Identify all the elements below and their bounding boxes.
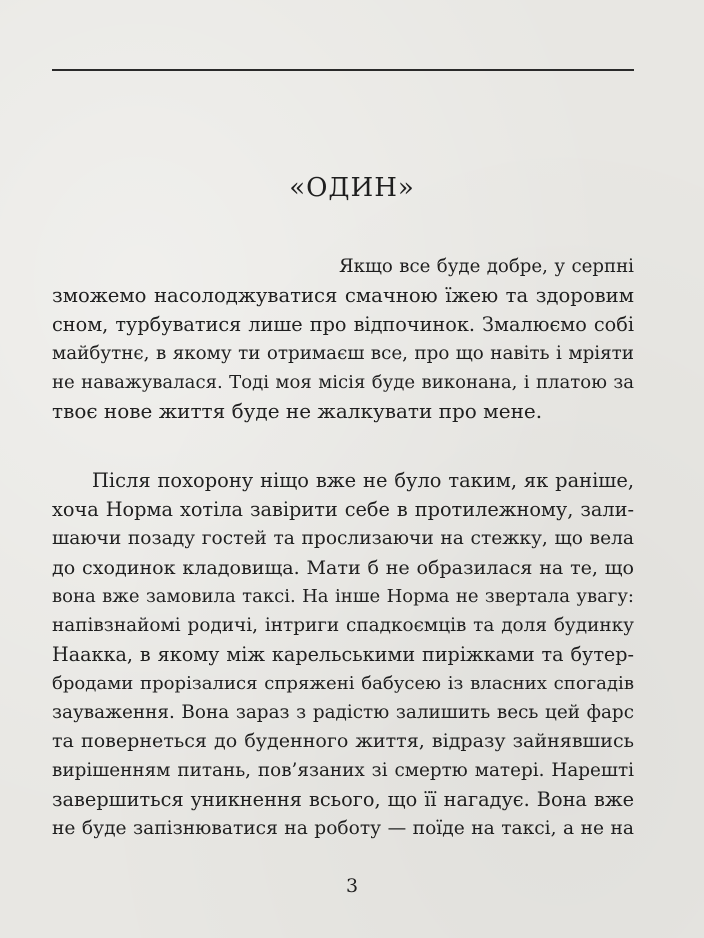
epigraph-line: твоє нове життя буде не жалкувати про мене. [52, 399, 543, 423]
body-line: та повернеться до буденного життя, відразу зайнявшись [52, 730, 634, 752]
epigraph-line: Якщо все буде добре, у серпні [339, 256, 634, 277]
body-line: Наакка, в якому між карельськими пиріжками та бутер- [52, 643, 634, 666]
body-line: не буде запізнюватися на роботу — поїде на таксі, а не на [52, 818, 634, 839]
body-paragraph [52, 466, 634, 843]
body-line: завершиться уникнення всього, що її нагадує. Вона вже [52, 788, 634, 811]
body-line: вона вже замовила таксі. На інше Норма не звертала увагу: [52, 586, 634, 607]
body-line: хоча Норма хотіла завірити себе в протилежному, зали- [52, 498, 634, 521]
epigraph [52, 252, 634, 426]
body-line: Після похорону ніщо вже не було таким, як раніше, [92, 469, 634, 492]
body-line: до сходинок кладовища. Мати б не образилася на те, що [52, 556, 634, 579]
body-line: бродами прорізалися спряжені бабусею із власних спогадів [52, 673, 634, 694]
body-line: шаючи позаду гостей та прослизаючи на стежку, що вела [52, 528, 634, 549]
body-line: зауваження. Вона зараз з радістю залишить весь цей фарс [52, 702, 634, 723]
body-line: напівзнайомі родичі, інтриги спадкоємців та доля будинку [52, 615, 634, 636]
epigraph-line: не наважувалася. Тоді моя місія буде виконана, і платою за [52, 372, 634, 393]
epigraph-line: сном, турбуватися лише про відпочинок. Змалюємо собі [52, 313, 634, 336]
page-number: 3 [345, 875, 359, 897]
epigraph-line: майбутнє, в якому ти отримаєш все, про що навіть і мріяти [52, 343, 634, 364]
body-line: вирішенням питань, пов’язаних зі смертю матері. Нарешті [52, 760, 634, 781]
header-rule [52, 69, 634, 71]
chapter-title: «ОДИН» [289, 173, 415, 203]
epigraph-line: зможемо насолоджуватися смачною їжею та здоровим [52, 284, 634, 307]
